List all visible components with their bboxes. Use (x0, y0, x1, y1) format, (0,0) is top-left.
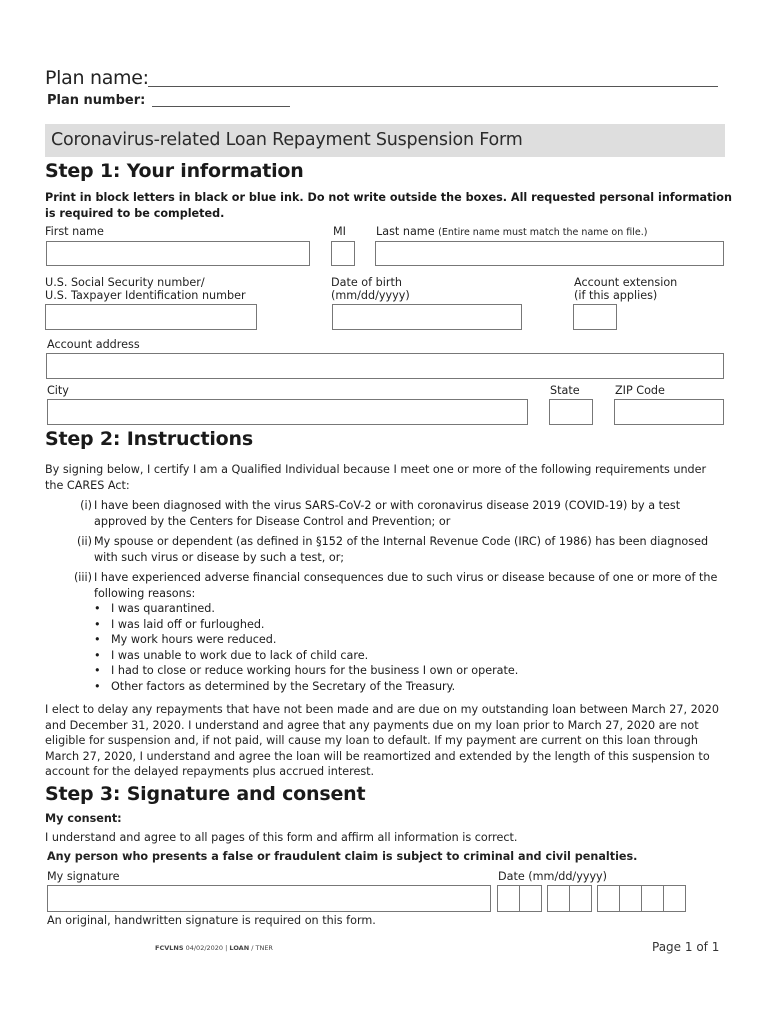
last-name-label-text: Last name (376, 225, 435, 238)
mi-label: MI (333, 225, 346, 238)
date-digit-box[interactable] (497, 885, 520, 912)
city-label: City (47, 384, 69, 397)
step2-intro: By signing below, I certify I am a Qualified Individual because I meet one or more of the following requirements under the CARES Act: (45, 463, 707, 492)
form-code-separator: | (225, 944, 228, 952)
zip-label: ZIP Code (615, 384, 665, 397)
form-title: Coronavirus-related Loan Repayment Suspension Form (51, 130, 523, 150)
dob-label-line1: Date of birth (331, 276, 402, 289)
plan-number-field[interactable] (152, 106, 290, 107)
date-digit-box[interactable] (597, 885, 620, 912)
last-name-label (376, 225, 647, 239)
signature-note: An original, handwritten signature is required on this form. (47, 914, 376, 927)
mi-input[interactable] (331, 241, 355, 266)
form-code-suffix: / TNER (251, 944, 273, 952)
address-input[interactable] (46, 353, 724, 379)
step3-heading: Step 3: Signature and consent (45, 783, 366, 805)
reason-item (94, 648, 368, 664)
address-label: Account address (47, 338, 140, 351)
election-paragraph: I elect to delay any repayments that have not been made and are due on my outstanding loan between March 27, 2020 and December 31, 2020. I understand and agree that any payments due on my loan prior to March 27, 2020 are not eligible for suspension and, if not paid, will cause my loan to default. If my payment are current on this loan through March 27, 2020, I understand and agree the loan will be reamortized and extended by the length of this suspension to account for the delayed repayments plus accrued interest. (45, 703, 720, 779)
requirement-text: I have experienced adverse financial consequences due to such virus or disease because of one or more of the following reasons: (94, 571, 718, 600)
account-extension-input[interactable] (573, 304, 617, 330)
plan-number-label: Plan number: (47, 93, 146, 108)
reason-item (94, 601, 215, 617)
date-digit-box[interactable] (547, 885, 570, 912)
last-name-input[interactable] (375, 241, 724, 266)
requirement-text: My spouse or dependent (as defined in §152 of the Internal Revenue Code (IRC) of 1986) has been diagnosed with such virus or disease by such a test, or; (94, 535, 709, 564)
bullet-glyph: • (94, 664, 101, 678)
reason-text: Other factors as determined by the Secretary of the Treasury. (111, 680, 456, 693)
date-digit-box[interactable] (641, 885, 664, 912)
signature-input[interactable] (47, 885, 491, 912)
penalty-warning: Any person who presents a false or fraudulent claim is subject to criminal and civil penalties. (47, 850, 638, 863)
account-ext-label-line2: (if this applies) (574, 289, 658, 302)
step1-instructions: Print in block letters in black or blue ink. Do not write outside the boxes. All requested personal information is required to be completed. (45, 191, 732, 220)
bullet-glyph: • (94, 617, 101, 631)
reason-text: My work hours were reduced. (111, 633, 277, 647)
reason-text: I was quarantined. (111, 602, 215, 615)
form-code-id: FCVLNS (155, 944, 184, 952)
city-input[interactable] (47, 399, 528, 425)
requirement-number: (ii) (77, 535, 92, 548)
reason-item (94, 663, 518, 679)
reason-text: I was unable to work due to lack of child care. (111, 648, 369, 662)
date-label: Date (mm/dd/yyyy) (498, 870, 608, 883)
signature-date-boxes (497, 885, 685, 912)
first-name-label: First name (45, 225, 104, 238)
bullet-glyph: • (94, 680, 101, 693)
plan-name-field[interactable] (148, 86, 718, 87)
zip-input[interactable] (614, 399, 724, 425)
reason-item (94, 679, 455, 695)
bullet-glyph: • (94, 648, 101, 662)
reason-text: I had to close or reduce working hours for the business I own or operate. (111, 664, 519, 678)
form-code-date: 04/02/2020 (185, 944, 224, 952)
account-ext-label-line1: Account extension (574, 276, 678, 289)
state-label: State (550, 384, 580, 397)
last-name-note: (Entire name must match the name on file.) (438, 227, 648, 238)
date-digit-box[interactable] (663, 885, 686, 912)
reason-text: I was laid off or furloughed. (111, 617, 265, 631)
state-input[interactable] (549, 399, 593, 425)
bullet-glyph: • (94, 633, 101, 647)
signature-label: My signature (47, 870, 120, 883)
reason-item (94, 617, 265, 633)
ssn-label-line2: U.S. Taxpayer Identification number (45, 289, 246, 302)
consent-text: I understand and agree to all pages of this form and affirm all information is correct. (45, 831, 518, 844)
date-digit-box[interactable] (569, 885, 592, 912)
dob-label-line2: (mm/dd/yyyy) (331, 289, 410, 302)
requirement-number: (i) (80, 499, 92, 512)
step1-heading: Step 1: Your information (45, 160, 304, 182)
requirement-number: (iii) (73, 571, 92, 584)
step2-heading: Step 2: Instructions (45, 428, 253, 450)
requirement-text: I have been diagnosed with the virus SARS-CoV-2 or with coronavirus disease 2019 (COVID-19) by a test approved by the Centers for Disease Control and Prevention; or (94, 499, 681, 528)
plan-name-label: Plan name: (45, 67, 149, 89)
first-name-input[interactable] (46, 241, 310, 266)
dob-input[interactable] (332, 304, 522, 330)
form-code (155, 944, 273, 952)
consent-label: My consent: (45, 812, 122, 825)
bullet-glyph: • (94, 602, 101, 615)
date-digit-box[interactable] (519, 885, 542, 912)
ssn-input[interactable] (45, 304, 257, 330)
page-number: Page 1 of 1 (652, 940, 720, 954)
date-digit-box[interactable] (619, 885, 642, 912)
form-code-loan: LOAN (229, 944, 250, 952)
reason-item (94, 632, 276, 648)
ssn-label-line1: U.S. Social Security number/ (45, 276, 205, 289)
